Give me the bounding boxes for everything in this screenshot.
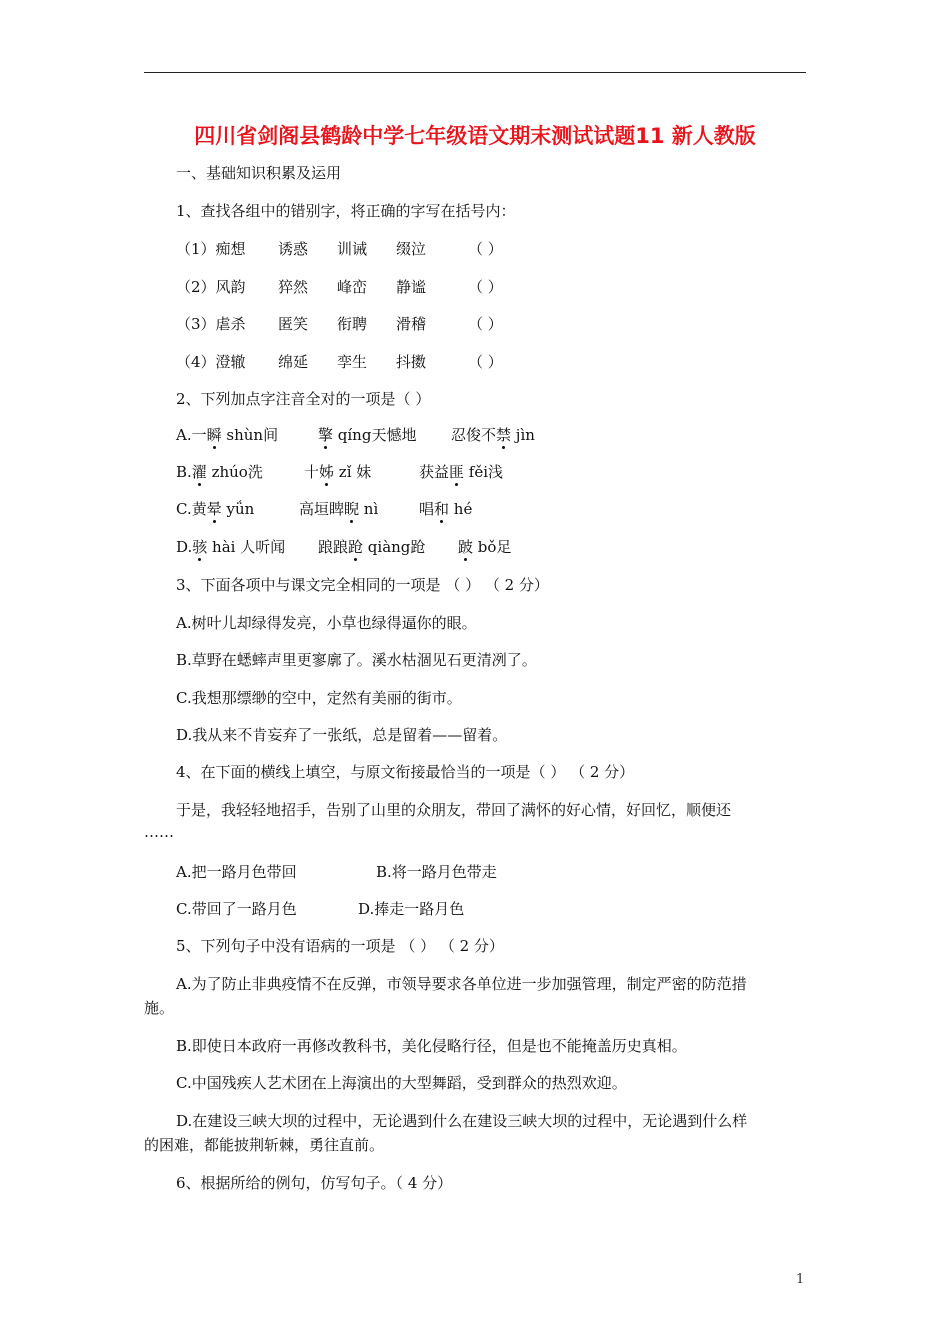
q4-passage: 于是，我轻轻地招手，告别了山里的众朋友，带回了满怀的好心情，好回忆，顺便还 — [176, 801, 732, 819]
dotted-char: 晕 — [206, 500, 222, 518]
word: 忍俊不 — [451, 426, 497, 444]
pinyin: zhúo洗 — [206, 463, 263, 481]
q1-row2-blank[interactable]: （ ） — [468, 278, 503, 296]
pinyin: jìn — [511, 426, 535, 444]
q3-option-d: D.我从来不肯妄弃了一张纸，总是留着——留着。 — [176, 726, 508, 744]
q2-option-c-item3 — [419, 498, 472, 519]
pinyin: bǒ足 — [473, 538, 512, 556]
dotted-char: 匪 — [449, 463, 465, 481]
section-heading: 一、基础知识积累及运用 — [176, 164, 342, 182]
pinyin: hé — [449, 500, 473, 518]
q2-option-c — [176, 498, 254, 519]
q1-row3-blank[interactable]: （ ） — [468, 315, 503, 333]
q1-row3-word3: 衔聘 — [337, 315, 368, 333]
q2-option-b — [176, 461, 263, 482]
option-label: C.黄 — [176, 500, 207, 518]
q2-option-d — [176, 536, 285, 557]
q4-option-c: C.带回了一路月色 — [176, 900, 297, 918]
q1-row1-blank[interactable]: （ ） — [468, 240, 503, 258]
q1-row4-word4: 抖擞 — [396, 353, 427, 371]
q1-row1-word2: 诱惑 — [278, 240, 309, 258]
pinyin: qíng天憾地 — [333, 426, 417, 444]
q1-row4-word2: 绵延 — [278, 353, 309, 371]
q1-row2-word3: 峰峦 — [337, 278, 368, 296]
pinyin: shùn间 — [221, 426, 279, 444]
q5-option-b: B.即使日本政府一再修改教科书，美化侵略行径，但是也不能掩盖历史真相。 — [176, 1037, 687, 1055]
dotted-char: 擎 — [318, 426, 334, 444]
q4-option-a: A.把一路月色带回 — [176, 863, 297, 881]
dotted-char: 睨 — [344, 500, 360, 518]
q6-prompt: 6、根据所给的例句，仿写句子。（ 4 分） — [176, 1174, 453, 1192]
q1-row2-word2: 猝然 — [278, 278, 309, 296]
page-number: 1 — [796, 1272, 805, 1287]
q2-option-b-item3 — [419, 461, 503, 482]
word: 十 — [304, 463, 320, 481]
q1-row4-blank[interactable]: （ ） — [468, 353, 503, 371]
dotted-char: 跄 — [348, 538, 364, 556]
pinyin: fěi浅 — [464, 463, 504, 481]
pinyin: zǐ 妹 — [334, 463, 372, 481]
word: 获益 — [419, 463, 450, 481]
q1-row2-word4: 静谧 — [396, 278, 427, 296]
q2-option-c-item2 — [299, 498, 378, 519]
q3-option-b: B.草野在蟋蟀声里更寥廓了。溪水枯涸见石更清冽了。 — [176, 651, 537, 669]
q2-option-a-item2 — [318, 424, 416, 445]
q1-row4-word3: 孪生 — [337, 353, 368, 371]
q1-row2-word1: （2）风韵 — [176, 278, 246, 296]
dotted-char: 和 — [434, 500, 450, 518]
dotted-char: 禁 — [496, 426, 512, 444]
q1-row1-word3: 训诫 — [337, 240, 368, 258]
q1-prompt: 1、查找各组中的错别字，将正确的字写在括号内： — [176, 202, 516, 220]
q3-option-a: A.树叶儿却绿得发亮，小草也绿得逼你的眼。 — [176, 614, 477, 632]
q1-row4-word1: （4）澄辙 — [176, 353, 246, 371]
pinyin: nì — [359, 500, 379, 518]
dotted-char: 跛 — [458, 538, 474, 556]
q2-option-a — [176, 424, 278, 445]
q1-row1-word4: 缀泣 — [396, 240, 427, 258]
option-label: A.一 — [176, 426, 207, 444]
q1-row1-word1: （1）痴想 — [176, 240, 246, 258]
q3-prompt: 3、下面各项中与课文完全相同的一项是 （ ） （ 2 分） — [176, 576, 549, 594]
q2-option-d-item2 — [318, 536, 425, 557]
dotted-char: 瞬 — [206, 426, 222, 444]
q1-row3-word4: 滑稽 — [396, 315, 427, 333]
pinyin: yǘn — [221, 500, 255, 518]
q2-option-d-item3 — [458, 536, 511, 557]
q5-option-c: C.中国残疾人艺术团在上海演出的大型舞蹈，受到群众的热烈欢迎。 — [176, 1074, 627, 1092]
q4-passage-continued: …… — [144, 823, 174, 841]
q2-prompt: 2、下列加点字注音全对的一项是（ ） — [176, 390, 431, 408]
q2-option-b-item2 — [304, 461, 371, 482]
dotted-char: 姊 — [319, 463, 335, 481]
word: 唱 — [419, 500, 435, 518]
q4-option-b: B.将一路月色带走 — [376, 863, 497, 881]
pinyin: hài 人听闻 — [207, 538, 286, 556]
q5-option-a: A.为了防止非典疫情不在反弹，市领导要求各单位进一步加强管理，制定严密的防范措 — [176, 975, 747, 993]
q1-row3-word2: 匿笑 — [278, 315, 309, 333]
q3-option-c: C.我想那缥缈的空中，定然有美丽的街市。 — [176, 689, 462, 707]
q5-option-a-continued: 施。 — [144, 999, 175, 1017]
q5-prompt: 5、下列句子中没有语病的一项是 （ ） （ 2 分） — [176, 937, 504, 955]
q4-prompt: 4、在下面的横线上填空，与原文衔接最恰当的一项是（ ） （ 2 分） — [176, 763, 635, 781]
q2-option-a-item3 — [451, 424, 535, 445]
header-rule — [144, 72, 806, 73]
q1-row3-word1: （3）虐杀 — [176, 315, 246, 333]
dotted-char: 濯 — [191, 463, 207, 481]
option-label: D. — [176, 538, 193, 556]
option-label: B. — [176, 463, 192, 481]
q5-option-d-continued: 的困难，都能披荆斩棘，勇往直前。 — [144, 1136, 385, 1154]
word: 高垣睥 — [299, 500, 345, 518]
q5-option-d: D.在建设三峡大坝的过程中，无论遇到什么在建设三峡大坝的过程中，无论遇到什么样 — [176, 1112, 748, 1130]
page-title: 四川省剑阁县鹤龄中学七年级语文期末测试试题11 新人教版 — [194, 124, 756, 148]
pinyin: qiàng跄 — [363, 538, 426, 556]
dotted-char: 骇 — [192, 538, 208, 556]
word: 踉踉 — [318, 538, 349, 556]
q4-option-d: D.捧走一路月色 — [358, 900, 465, 918]
